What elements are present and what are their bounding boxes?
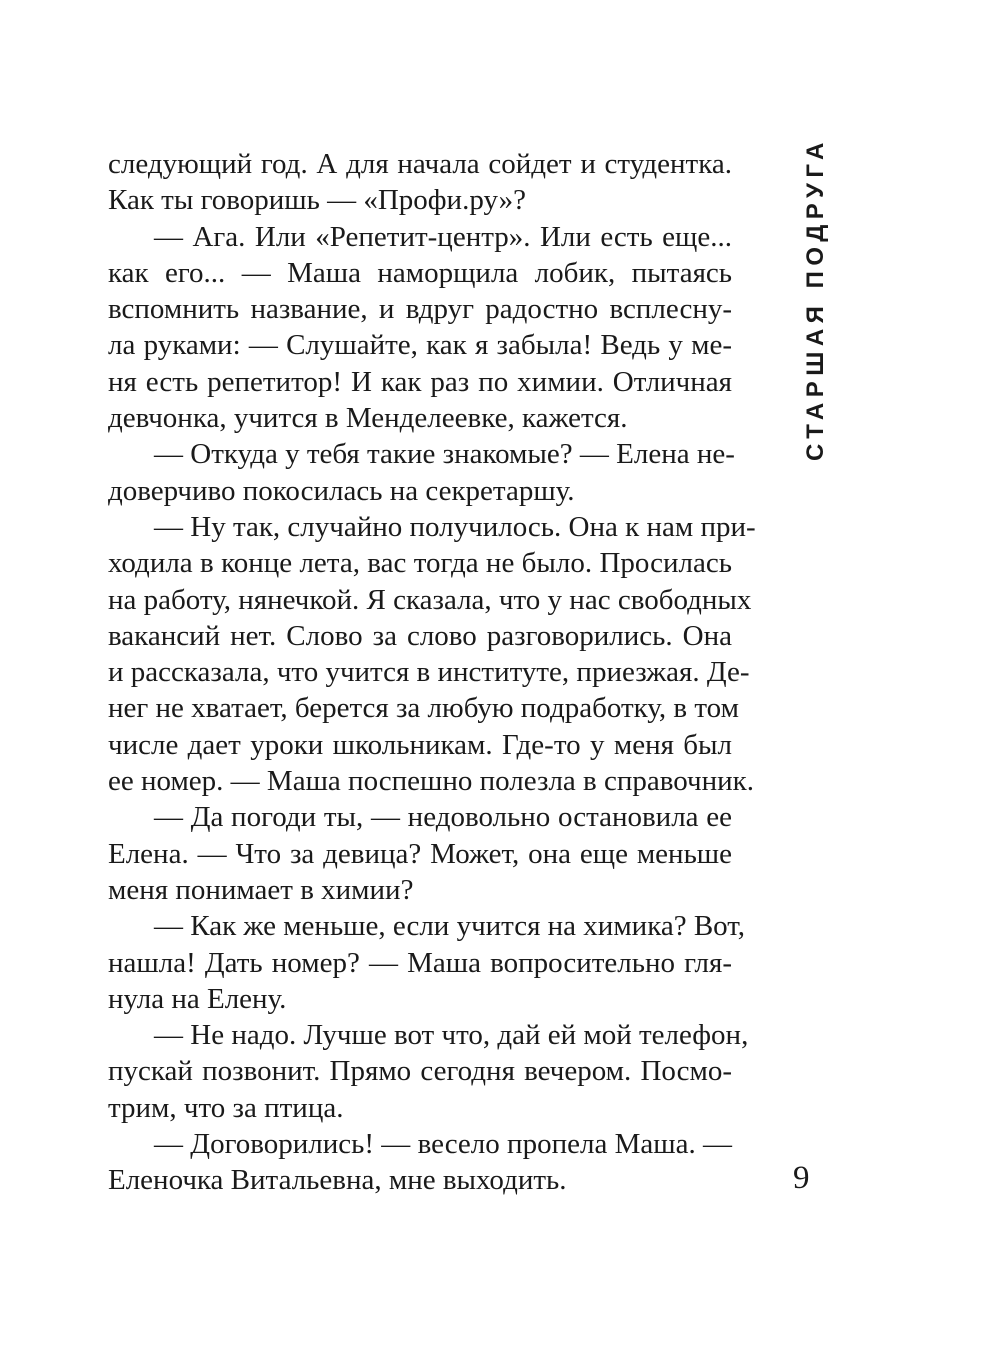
text-line: — Откуда у тебя такие знакомые? — Елена не-	[154, 438, 735, 471]
text-line: вакансий нет. Слово за слово разговорились. Она	[108, 619, 732, 652]
text-line: следующий год. А для начала сойдет и студентка.	[108, 148, 732, 180]
text-line: ла руками: — Слушайте, как я забыла! Ведь у ме-	[108, 329, 732, 362]
text-line: нег не хватает, берется за любую подработку, в том	[108, 692, 739, 725]
text-line: Елена. — Что за девица? Может, она еще меньше	[108, 837, 732, 870]
text-line: нула на Елену.	[108, 982, 287, 1015]
page-number: 9	[793, 1160, 810, 1196]
text-line: — Да погоди ты, — недовольно остановила ее	[154, 801, 732, 834]
text-line: на работу, нянечкой. Я сказала, что у нас свободных	[108, 583, 752, 616]
text-line: ходила в конце лета, вас тогда не было. Просилась	[108, 547, 732, 580]
text-line: ее номер. — Маша поспешно полезла в справочник.	[108, 765, 754, 798]
text-line: — Как же меньше, если учится на химика? Вот,	[154, 910, 746, 943]
text-line: и рассказала, что учится в институте, приезжая. Де-	[108, 656, 750, 689]
text-line: вспомнить название, и вдруг радостно всплесну-	[108, 293, 732, 326]
text-line: девчонка, учится в Менделеевке, кажется.	[108, 402, 628, 435]
running-head: СТАРШАЯ ПОДРУГА	[802, 137, 829, 461]
text-line: пускай позвонит. Прямо сегодня вечером. Посмо-	[108, 1055, 732, 1088]
text-line: доверчиво покосилась на секретаршу.	[108, 474, 575, 507]
text-line: как его... — Маша наморщила лобик, пытаясь	[108, 256, 732, 289]
text-line: — Ну так, случайно получилось. Она к нам при-	[154, 510, 756, 543]
text-line: Как ты говоришь — «Профи.ру»?	[108, 184, 527, 217]
text-line: — Договорились! — весело пропела Маша. —	[154, 1128, 732, 1161]
text-line: меня понимает в химии?	[108, 873, 414, 906]
text-line: нашла! Дать номер? — Маша вопросительно гля-	[108, 946, 732, 979]
text-line: — Ага. Или «Репетит-центр». Или есть еще...	[154, 220, 732, 253]
text-line: Еленочка Витальевна, мне выходить.	[108, 1164, 567, 1197]
text-line: ня есть репетитор! И как раз по химии. Отличная	[108, 365, 732, 398]
text-line: — Не надо. Лучше вот что, дай ей мой телефон,	[154, 1019, 749, 1052]
text-line: трим, что за птица.	[108, 1091, 344, 1124]
body-text	[108, 146, 756, 1199]
text-line: числе дает уроки школьникам. Где-то у меня был	[108, 728, 732, 761]
